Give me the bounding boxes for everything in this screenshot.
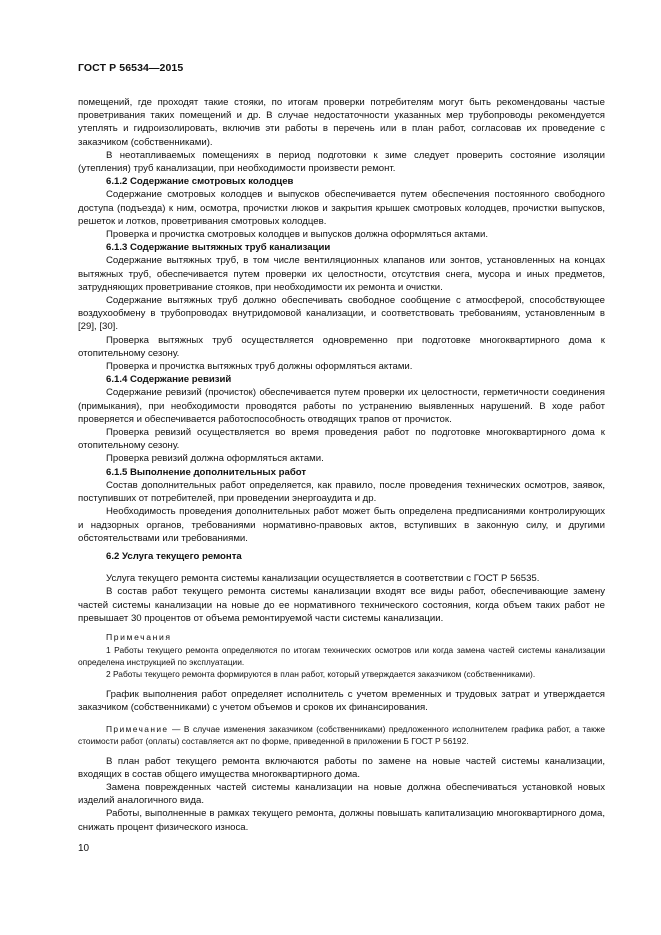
section-heading-6-1-2: 6.1.2 Содержание смотровых колодцев	[106, 176, 294, 188]
note-text: В случае изменения заказчиком (собственниками) предложенного исполнителем графика работ, а также стоимости работ (оплаты) составляется акт по форме, приведенной в приложении Б ГОСТ Р 56192.	[78, 723, 605, 746]
section-heading-6-2: 6.2 Услуга текущего ремонта	[106, 550, 242, 562]
paragraph: Замена поврежденных частей системы канализации на новые должна обеспечиваться установкой новых изделий аналогичного вида.	[78, 781, 605, 807]
paragraph: Содержание ревизий (прочисток) обеспечивается путем проверки их целостности, герметичности соединения (примыкания), при необходимости проводятся работы по устранению выявленных нарушений. В ходе работ проверяется и обеспечивается работоспособность отводящих трапов от прочисток.	[78, 387, 605, 425]
paragraph: Проверка и прочистка вытяжных труб должны оформляться актами.	[106, 361, 413, 373]
page-body	[78, 96, 605, 834]
page-number: 10	[78, 843, 90, 854]
note-single	[78, 723, 605, 747]
paragraph: Проверка и прочистка смотровых колодцев и выпусков должна оформляться актами.	[106, 229, 489, 241]
section-heading-6-1-3: 6.1.3 Содержание вытяжных труб канализации	[106, 242, 331, 254]
notes-label: Примечания	[106, 631, 172, 642]
paragraph: Содержание вытяжных труб, в том числе вентиляционных клапанов или зонтов, установленных на концах вытяжных труб, обеспечивается путем проверки их целостности, отсутствия снега, мусора и иных предметов, затрудняющих проветривание стояков, при необходимости их ремонта и очистки.	[78, 255, 605, 293]
paragraph: Необходимость проведения дополнительных работ может быть определена предписаниями контролирующих и надзорных органов, требованиями нормативно-правовых актов, вступивших в законную силу, и другими обстоятельствами или требованиями.	[78, 506, 605, 544]
paragraph: В состав работ текущего ремонта системы канализации входят все виды работ, обеспечивающие замену частей системы канализации на новые до ее нормативного технического состояния, когда объем таких работ не превышает 30 процентов от объема ремонтируемой части системы канализации.	[78, 586, 605, 624]
paragraph: Содержание смотровых колодцев и выпусков обеспечивается путем обеспечения постоянного свободного доступа (подъезда) к ним, осмотра, прочистки люков и закрытия крышек смотровых колодцев, прочистки выпусков, решеток и лотков, проветривания смотровых колодцев.	[78, 189, 605, 227]
note-item: 2 Работы текущего ремонта формируются в план работ, который утверждается заказчиком (собственниками).	[106, 669, 536, 680]
paragraph: Проверка вытяжных труб осуществляется одновременно при подготовке многоквартирного дома к отопительному сезону.	[78, 334, 605, 359]
paragraph: В неотапливаемых помещениях в период подготовки к зиме следует проверить состояние изоляции (утепления) труб канализации, при необходимости произвести ремонт.	[78, 149, 605, 175]
note-item: 1 Работы текущего ремонта определяются по итогам технических осмотров или когда замена частей системы канализации определена инструкцией по эксплуатации.	[78, 645, 605, 668]
note-label: Примечание	[106, 723, 169, 734]
paragraph: Работы, выполненные в рамках текущего ремонта, должны повышать капитализацию многоквартирного дома, снижать процент физического износа.	[78, 808, 605, 833]
section-heading-6-1-5: 6.1.5 Выполнение дополнительных работ	[106, 466, 307, 478]
section-heading-6-1-4: 6.1.4 Содержание ревизий	[106, 374, 232, 386]
paragraph: Услуга текущего ремонта системы канализации осуществляется в соответствии с ГОСТ Р 56535.	[106, 573, 540, 585]
document-header: ГОСТ Р 56534—2015	[78, 62, 184, 74]
paragraph: Состав дополнительных работ определяется, как правило, после проведения технических осмотров, заявок, поступивших от потребителей, при проведении энергоаудита и др.	[78, 479, 605, 505]
paragraph: Проверка ревизий должна оформляться актами.	[106, 453, 324, 465]
paragraph: График выполнения работ определяет исполнитель с учетом временных и трудовых затрат и утверждается заказчиком (собственниками) с учетом объемов и сроков их финансирования.	[78, 689, 605, 714]
paragraph: В план работ текущего ремонта включаются работы по замене на новые частей системы канализации, входящих в состав общего имущества многоквартирного дома.	[78, 755, 605, 780]
paragraph: Проверка ревизий осуществляется во время проведения работ по подготовке многоквартирного дома к отопительному сезону.	[78, 427, 605, 452]
paragraph: помещений, где проходят такие стояки, по итогам проверки потребителям могут быть рекомендованы частые проветривания таких помещений и др. В случае недостаточности указанных мер трубопроводы рекомендуется утеплять и гидроизолировать, включив эти работы в перечень или в план работ, согласовав их проведение с заказчиком (собственниками).	[78, 97, 605, 148]
note-dash: —	[168, 723, 184, 734]
paragraph: Содержание вытяжных труб должно обеспечивать свободное сообщение с атмосферой, способствующее воздухообмену в трубопроводах внутридомовой канализации, и соответствовать требованиям, установленным в [29], [30].	[78, 295, 605, 333]
